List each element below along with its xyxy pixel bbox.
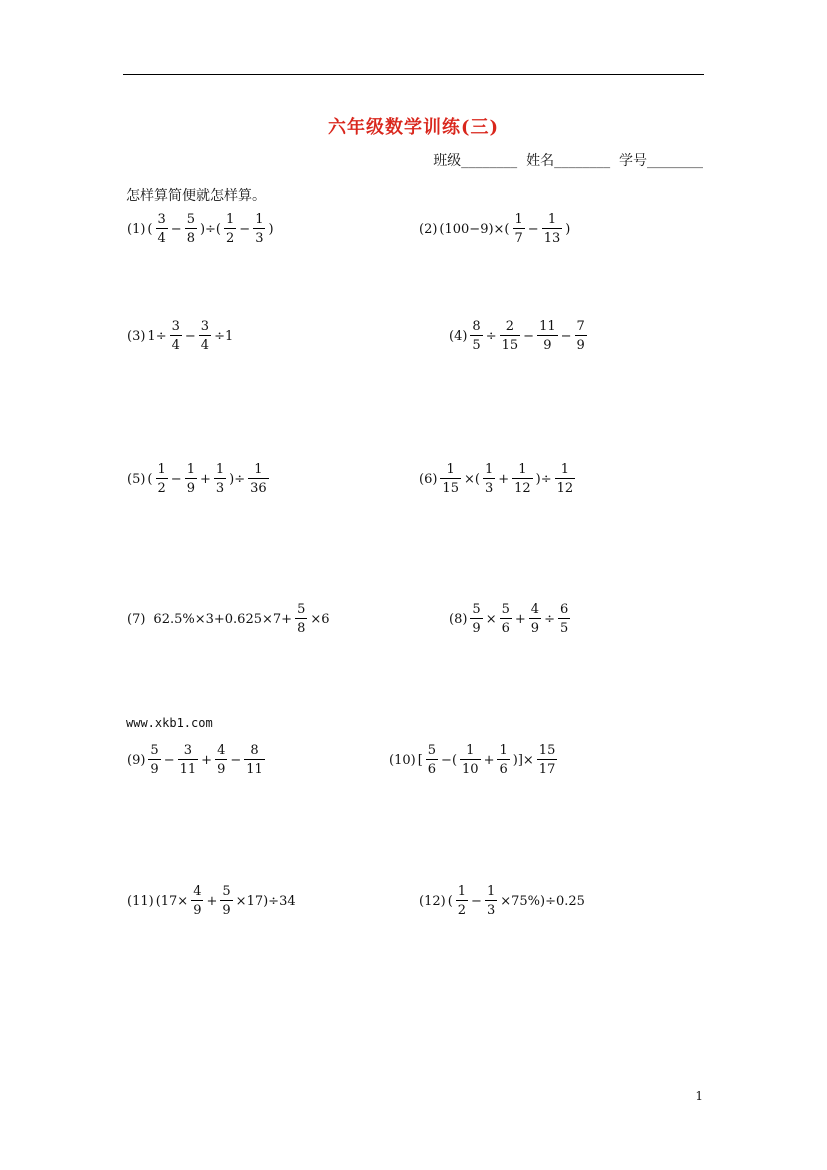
denominator: 8 bbox=[186, 231, 195, 246]
header-rule bbox=[123, 74, 704, 75]
numerator: 5 bbox=[427, 743, 437, 758]
denominator: 4 bbox=[200, 338, 210, 353]
operator: 62.5%×3+0.625×7+ bbox=[153, 611, 293, 627]
problem-label: (5) bbox=[127, 471, 146, 487]
denominator: 9 bbox=[472, 621, 481, 636]
denominator: 17 bbox=[538, 762, 556, 777]
numerator: 2 bbox=[505, 319, 515, 334]
problem-3 bbox=[126, 320, 234, 352]
numerator: 1 bbox=[484, 462, 494, 477]
class-field: 班级________ bbox=[433, 153, 518, 169]
denominator: 12 bbox=[556, 481, 574, 496]
problem-11 bbox=[126, 885, 297, 917]
problem-2 bbox=[418, 213, 571, 245]
denominator: 11 bbox=[246, 762, 263, 777]
operator: ) bbox=[565, 221, 571, 237]
denominator: 12 bbox=[514, 481, 531, 496]
operator: (100−9)×( bbox=[439, 221, 510, 237]
operator: ×75%)÷0.25 bbox=[500, 893, 585, 909]
problem-label: (1) bbox=[127, 221, 146, 237]
numerator: 3 bbox=[157, 212, 166, 227]
watermark-text: www.xkb1.com bbox=[126, 716, 213, 730]
denominator: 9 bbox=[193, 903, 202, 918]
numerator: 8 bbox=[472, 319, 481, 334]
fraction bbox=[220, 885, 232, 917]
numerator: 5 bbox=[297, 602, 306, 617]
operator: + bbox=[201, 752, 213, 768]
numerator: 1 bbox=[560, 462, 570, 477]
numerator: 1 bbox=[514, 212, 523, 227]
denominator: 6 bbox=[499, 762, 508, 777]
denominator: 15 bbox=[501, 338, 519, 353]
denominator: 6 bbox=[501, 621, 510, 636]
problem-label: (7) bbox=[127, 611, 146, 627]
operator: − bbox=[527, 221, 539, 237]
fraction bbox=[537, 320, 558, 352]
operator: [ bbox=[417, 752, 423, 768]
numerator: 5 bbox=[222, 884, 231, 899]
fraction bbox=[460, 744, 481, 776]
fraction bbox=[426, 744, 438, 776]
problem-label: (12) bbox=[419, 893, 446, 909]
operator: −( bbox=[441, 752, 458, 768]
denominator: 9 bbox=[222, 903, 231, 918]
numerator: 8 bbox=[250, 743, 259, 758]
operator: ÷1 bbox=[214, 328, 234, 344]
operator: ×6 bbox=[310, 611, 330, 627]
operator: × bbox=[485, 611, 497, 627]
denominator: 5 bbox=[559, 621, 569, 636]
fraction bbox=[224, 213, 236, 245]
operator: − bbox=[230, 752, 242, 768]
numerator: 5 bbox=[186, 212, 195, 227]
fraction bbox=[575, 320, 587, 352]
fraction bbox=[470, 320, 482, 352]
student-info bbox=[433, 150, 703, 170]
id-field: 学号________ bbox=[619, 153, 703, 169]
numerator: 1 bbox=[186, 462, 195, 477]
numerator: 15 bbox=[538, 743, 556, 758]
denominator: 15 bbox=[442, 481, 459, 496]
numerator: 1 bbox=[215, 462, 225, 477]
fraction bbox=[156, 463, 168, 495]
denominator: 7 bbox=[514, 231, 523, 246]
numerator: 4 bbox=[193, 884, 202, 899]
fraction bbox=[512, 463, 533, 495]
problem-label: (6) bbox=[419, 471, 438, 487]
problem-6 bbox=[418, 463, 577, 495]
fraction bbox=[214, 463, 226, 495]
numerator: 3 bbox=[183, 743, 193, 758]
numerator: 4 bbox=[530, 602, 540, 617]
operator: 1÷ bbox=[147, 328, 167, 344]
operator: + bbox=[514, 611, 526, 627]
numerator: 5 bbox=[472, 602, 481, 617]
fraction bbox=[485, 885, 497, 917]
operator: ( bbox=[147, 471, 153, 487]
numerator: 1 bbox=[518, 462, 527, 477]
denominator: 2 bbox=[457, 903, 467, 918]
operator: ) bbox=[268, 221, 274, 237]
numerator: 4 bbox=[217, 743, 226, 758]
numerator: 1 bbox=[457, 884, 467, 899]
fraction bbox=[558, 603, 570, 635]
instruction: 怎样算简便就怎样算。 bbox=[126, 188, 266, 204]
fraction bbox=[248, 463, 269, 495]
fraction bbox=[191, 885, 203, 917]
fraction bbox=[170, 320, 182, 352]
operator: − bbox=[471, 893, 482, 909]
denominator: 9 bbox=[150, 762, 159, 777]
denominator: 9 bbox=[217, 762, 226, 777]
denominator: 3 bbox=[484, 481, 494, 496]
fraction bbox=[470, 603, 482, 635]
operator: − bbox=[184, 328, 196, 344]
problem-label: (3) bbox=[127, 328, 146, 344]
numerator: 1 bbox=[254, 462, 263, 477]
problem-5 bbox=[126, 463, 271, 495]
numerator: 1 bbox=[466, 743, 475, 758]
numerator: 3 bbox=[171, 319, 180, 334]
operator: )]× bbox=[512, 752, 534, 768]
operator: − bbox=[239, 221, 251, 237]
operator: )÷( bbox=[199, 221, 222, 237]
fraction bbox=[185, 213, 197, 245]
denominator: 5 bbox=[472, 338, 481, 353]
problem-12 bbox=[418, 885, 586, 917]
fraction bbox=[295, 603, 307, 635]
operator: + bbox=[483, 752, 495, 768]
fraction bbox=[244, 744, 265, 776]
fraction bbox=[500, 320, 521, 352]
denominator: 2 bbox=[157, 481, 166, 496]
fraction bbox=[513, 213, 525, 245]
fraction bbox=[185, 463, 197, 495]
page-title: 六年级数学训练(三) bbox=[327, 117, 500, 138]
numerator: 11 bbox=[539, 319, 556, 334]
operator: ÷ bbox=[544, 611, 555, 627]
denominator: 11 bbox=[179, 762, 197, 777]
problem-9 bbox=[126, 744, 267, 776]
fraction bbox=[148, 744, 160, 776]
problem-10 bbox=[388, 744, 559, 776]
numerator: 3 bbox=[200, 319, 210, 334]
denominator: 8 bbox=[297, 621, 306, 636]
fraction bbox=[529, 603, 541, 635]
fraction bbox=[537, 744, 558, 776]
operator: (17× bbox=[155, 893, 189, 909]
operator: − bbox=[170, 471, 182, 487]
problem-label: (8) bbox=[449, 611, 468, 627]
numerator: 1 bbox=[486, 884, 496, 899]
numerator: 1 bbox=[547, 212, 557, 227]
fraction bbox=[483, 463, 495, 495]
operator: − bbox=[523, 328, 535, 344]
denominator: 9 bbox=[186, 481, 195, 496]
operator: ÷ bbox=[485, 328, 497, 344]
fraction bbox=[253, 213, 265, 245]
numerator: 1 bbox=[446, 462, 455, 477]
numerator: 1 bbox=[499, 743, 508, 758]
denominator: 4 bbox=[157, 231, 166, 246]
fraction bbox=[500, 603, 512, 635]
fraction bbox=[440, 463, 461, 495]
operator: ( bbox=[447, 893, 453, 909]
denominator: 9 bbox=[543, 338, 552, 353]
operator: − bbox=[163, 752, 175, 768]
numerator: 1 bbox=[255, 212, 264, 227]
fraction bbox=[542, 213, 563, 245]
operator: ×( bbox=[463, 471, 480, 487]
denominator: 2 bbox=[226, 231, 235, 246]
fraction bbox=[178, 744, 199, 776]
operator: + bbox=[498, 471, 510, 487]
denominator: 9 bbox=[530, 621, 540, 636]
numerator: 1 bbox=[157, 462, 166, 477]
denominator: 9 bbox=[576, 338, 585, 353]
problem-8 bbox=[448, 603, 572, 635]
fraction bbox=[497, 744, 509, 776]
name-field: 姓名________ bbox=[526, 153, 611, 169]
operator: ( bbox=[147, 221, 153, 237]
problem-4 bbox=[448, 320, 589, 352]
numerator: 1 bbox=[226, 212, 235, 227]
problem-label: (11) bbox=[127, 893, 154, 909]
denominator: 36 bbox=[250, 481, 267, 496]
operator: ×17)÷34 bbox=[235, 893, 296, 909]
denominator: 3 bbox=[255, 231, 264, 246]
problem-7 bbox=[126, 603, 331, 635]
denominator: 6 bbox=[427, 762, 437, 777]
operator: − bbox=[560, 328, 572, 344]
operator: )÷ bbox=[229, 471, 246, 487]
numerator: 6 bbox=[559, 602, 569, 617]
operator: + bbox=[206, 893, 218, 909]
denominator: 3 bbox=[486, 903, 496, 918]
fraction bbox=[199, 320, 211, 352]
problem-label: (9) bbox=[127, 752, 146, 768]
numerator: 5 bbox=[150, 743, 159, 758]
numerator: 5 bbox=[501, 602, 510, 617]
fraction bbox=[215, 744, 227, 776]
fraction bbox=[456, 885, 468, 917]
problem-label: (2) bbox=[419, 221, 438, 237]
operator: − bbox=[170, 221, 182, 237]
denominator: 4 bbox=[171, 338, 180, 353]
problem-label: (4) bbox=[449, 328, 468, 344]
fraction bbox=[156, 213, 168, 245]
numerator: 7 bbox=[576, 319, 585, 334]
denominator: 3 bbox=[215, 481, 225, 496]
page-number: 1 bbox=[695, 1089, 703, 1103]
denominator: 13 bbox=[543, 231, 561, 246]
operator: + bbox=[199, 471, 211, 487]
fraction bbox=[555, 463, 576, 495]
denominator: 10 bbox=[462, 762, 479, 777]
problem-label: (10) bbox=[389, 752, 416, 768]
problem-1 bbox=[126, 213, 275, 245]
operator: )÷ bbox=[535, 471, 552, 487]
